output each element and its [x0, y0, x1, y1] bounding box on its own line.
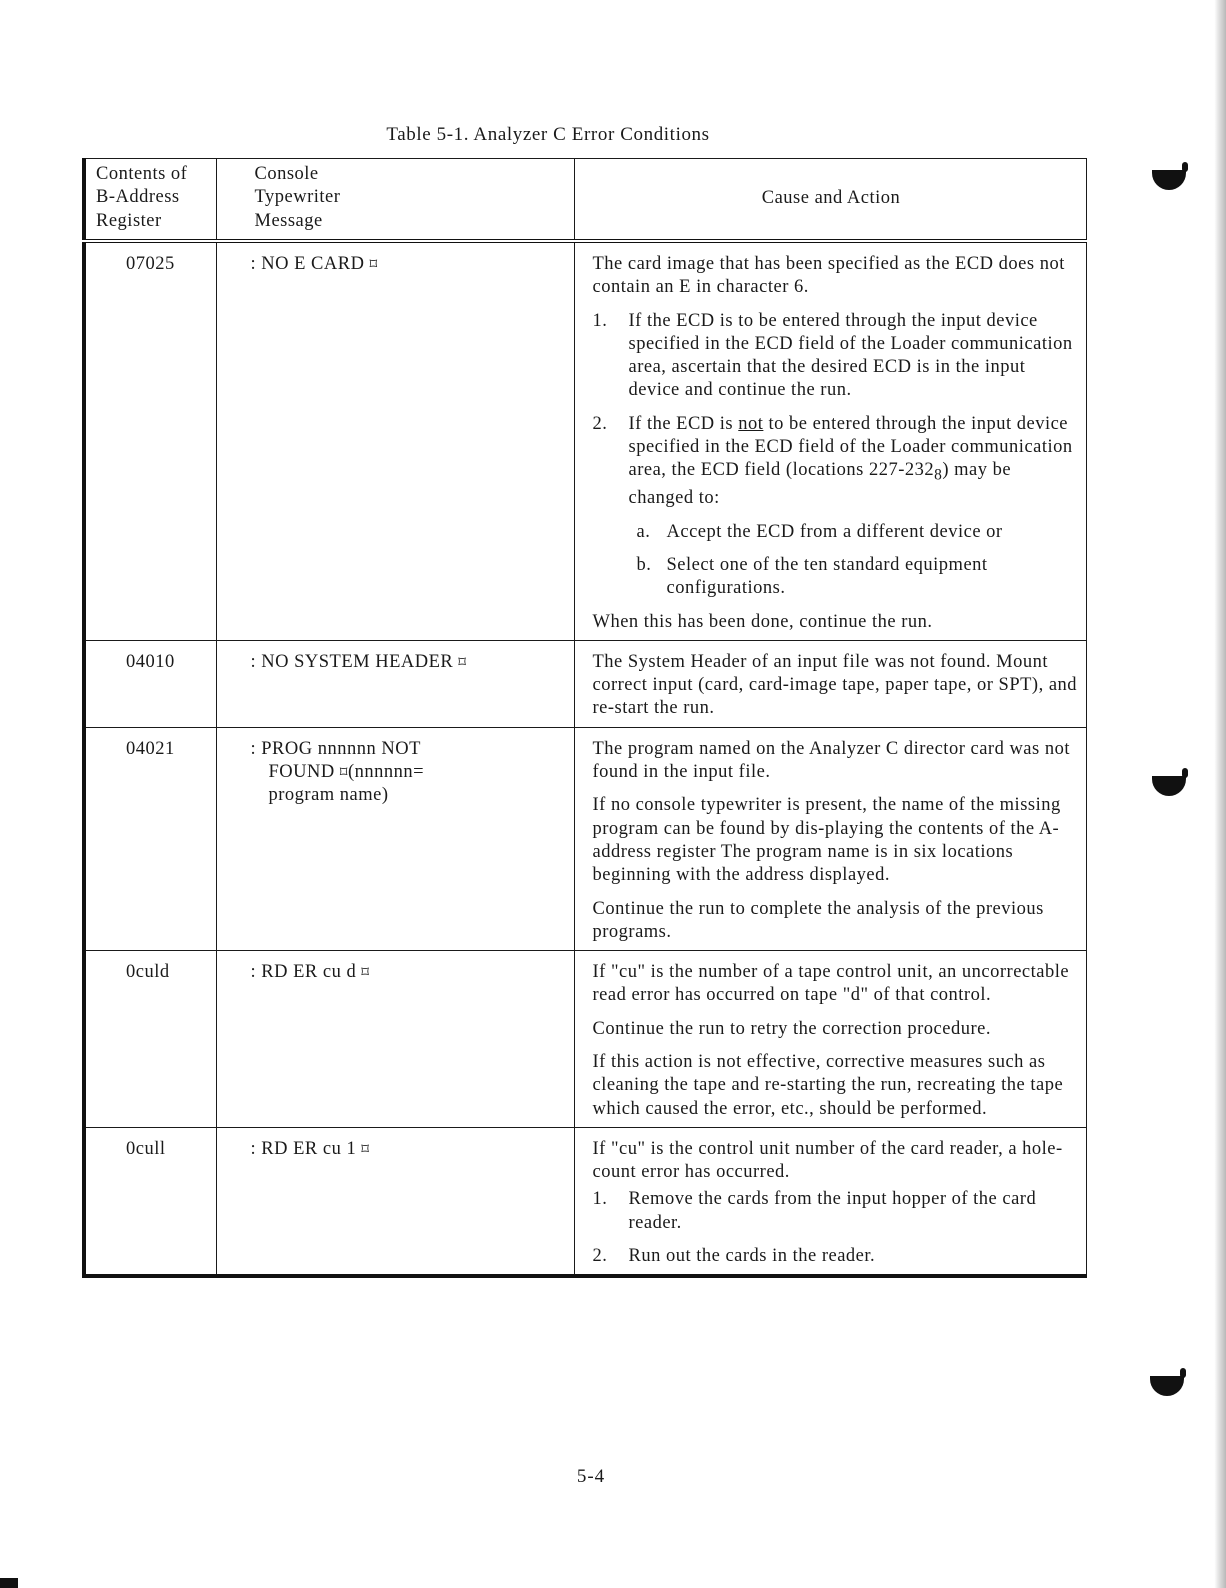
cause-cell: [574, 640, 1086, 727]
message-cell: [216, 951, 574, 1128]
table-row: [84, 951, 1086, 1128]
table-row: [84, 1127, 1086, 1276]
lozenge-symbol-icon: ⌑: [361, 1139, 370, 1158]
message-text: : RD ER cu 1: [250, 1138, 357, 1159]
header-cause: Cause and Action: [574, 159, 1086, 242]
cause-intro: The card image that has been specified as the ECD does not contain an E in character 6.: [592, 254, 1065, 298]
step-text-end: ) may be changed to:: [628, 460, 1012, 509]
header-message: [216, 159, 574, 242]
message-cell: [216, 640, 574, 727]
scan-edge-shadow: [1200, 0, 1226, 1588]
message-line-2: [251, 761, 566, 784]
header-register: [84, 159, 216, 242]
step-number: 1.: [592, 1189, 608, 1210]
message-cell: [216, 241, 574, 640]
cause-cell: [574, 241, 1086, 640]
substep-text: Select one of the ten standard equipment configurations.: [666, 554, 988, 599]
cause-step-2: [593, 413, 1078, 511]
octal-subscript: 8: [934, 467, 943, 485]
substep-letter: b.: [636, 554, 652, 575]
cause-substep-a: [593, 521, 1078, 544]
lozenge-symbol-icon: ⌑: [369, 255, 378, 273]
register-cell: 04021: [84, 727, 216, 950]
register-cell: 04010: [84, 640, 216, 727]
cause-cell: [574, 951, 1086, 1128]
message-text: : NO SYSTEM HEADER: [250, 651, 454, 672]
margin-mark-icon: [1152, 776, 1186, 796]
header-message-line2: Typewriter: [254, 187, 341, 208]
cause-outro: When this has been done, continue the run.: [592, 611, 933, 632]
step-text-pre: If the ECD is: [628, 413, 734, 434]
cause-paragraph: If "cu" is the control unit number of the card reader, a hole-count error has occurred.: [592, 1138, 1063, 1183]
message-text: : NO E CARD: [250, 254, 365, 274]
cause-paragraph: If "cu" is the number of a tape control unit, an uncorrectable read error has occurred on tape "d" of that control.: [592, 962, 1070, 1006]
step-number: 1.: [592, 310, 608, 331]
step-number: 2.: [592, 1246, 608, 1267]
step-text: Run out the cards in the reader.: [628, 1246, 876, 1267]
message-text: : RD ER cu d: [250, 962, 357, 983]
step-text: Remove the cards from the input hopper of the card reader.: [628, 1189, 1037, 1233]
cause-substep-b: [593, 554, 1078, 601]
cause-paragraph: Continue the run to retry the correction procedure.: [592, 1018, 991, 1039]
cause-paragraph: Continue the run to complete the analysis of the previous programs.: [592, 898, 1044, 942]
margin-mark-icon: [1150, 1376, 1184, 1396]
page-number: 5-4: [576, 1466, 606, 1487]
step-text-post: to be entered through the input device specified in the ECD field of the Loader communication area, the ECD field (locations 227-232: [628, 413, 1073, 481]
table-title: Table 5-1. Analyzer C Error Conditions: [386, 124, 710, 145]
header-register-line2: B-Address: [96, 187, 180, 208]
table-row: [84, 640, 1086, 727]
cause-step-1: [593, 310, 1078, 403]
message-text: (nnnnnn=: [347, 762, 425, 783]
margin-mark-icon: [1152, 170, 1186, 190]
message-text: FOUND: [268, 762, 335, 783]
cause-paragraph: The program named on the Analyzer C director card was not found in the input file.: [592, 738, 1070, 783]
header-message-line3: Message: [254, 210, 323, 231]
message-text: program name): [268, 785, 389, 806]
cause-step-1: [593, 1188, 1078, 1235]
step-text: If the ECD is to be entered through the input device specified in the ECD field of the Loader communication area, ascertain that the desired ECD is in the input device and continue the run.: [628, 310, 1073, 401]
header-register-line3: Register: [96, 210, 162, 231]
scan-corner-mark: [0, 1578, 18, 1588]
header-register-line1: Contents of: [96, 164, 188, 184]
lozenge-symbol-icon: ⌑: [339, 763, 348, 782]
lozenge-symbol-icon: ⌑: [458, 652, 467, 671]
error-conditions-table: [82, 158, 1087, 1278]
cause-paragraph: If no console typewriter is present, the name of the missing program can be found by dis-playing the contents of the A-address register The program name is in six locations beginning with the address displayed.: [592, 795, 1061, 886]
cause-cell: [574, 1127, 1086, 1276]
underlined-not: not: [738, 413, 764, 434]
header-message-line1: Console: [254, 164, 319, 184]
cause-paragraph: If this action is not effective, corrective measures such as cleaning the tape and re-starting the run, recreating the tape which caused the error, etc., should be performed.: [592, 1052, 1064, 1119]
table-row: [84, 241, 1086, 640]
register-cell: 0culd: [84, 951, 216, 1128]
table-row: [84, 727, 1086, 950]
message-text: : PROG nnnnnn NOT: [250, 738, 421, 759]
cause-step-2: [593, 1245, 1078, 1268]
message-cell: [216, 727, 574, 950]
substep-letter: a.: [636, 521, 651, 542]
substep-text: Accept the ECD from a different device or: [666, 521, 1003, 542]
message-cell: [216, 1127, 574, 1276]
cause-cell: [574, 727, 1086, 950]
header-row: [84, 159, 1086, 242]
cause-paragraph: The System Header of an input file was not found. Mount correct input (card, card-image tape, paper tape, or SPT), and re-start the run.: [592, 651, 1078, 719]
lozenge-symbol-icon: ⌑: [361, 963, 370, 982]
step-number: 2.: [592, 413, 608, 434]
register-cell: 0cull: [84, 1127, 216, 1276]
register-cell: 07025: [84, 241, 216, 640]
